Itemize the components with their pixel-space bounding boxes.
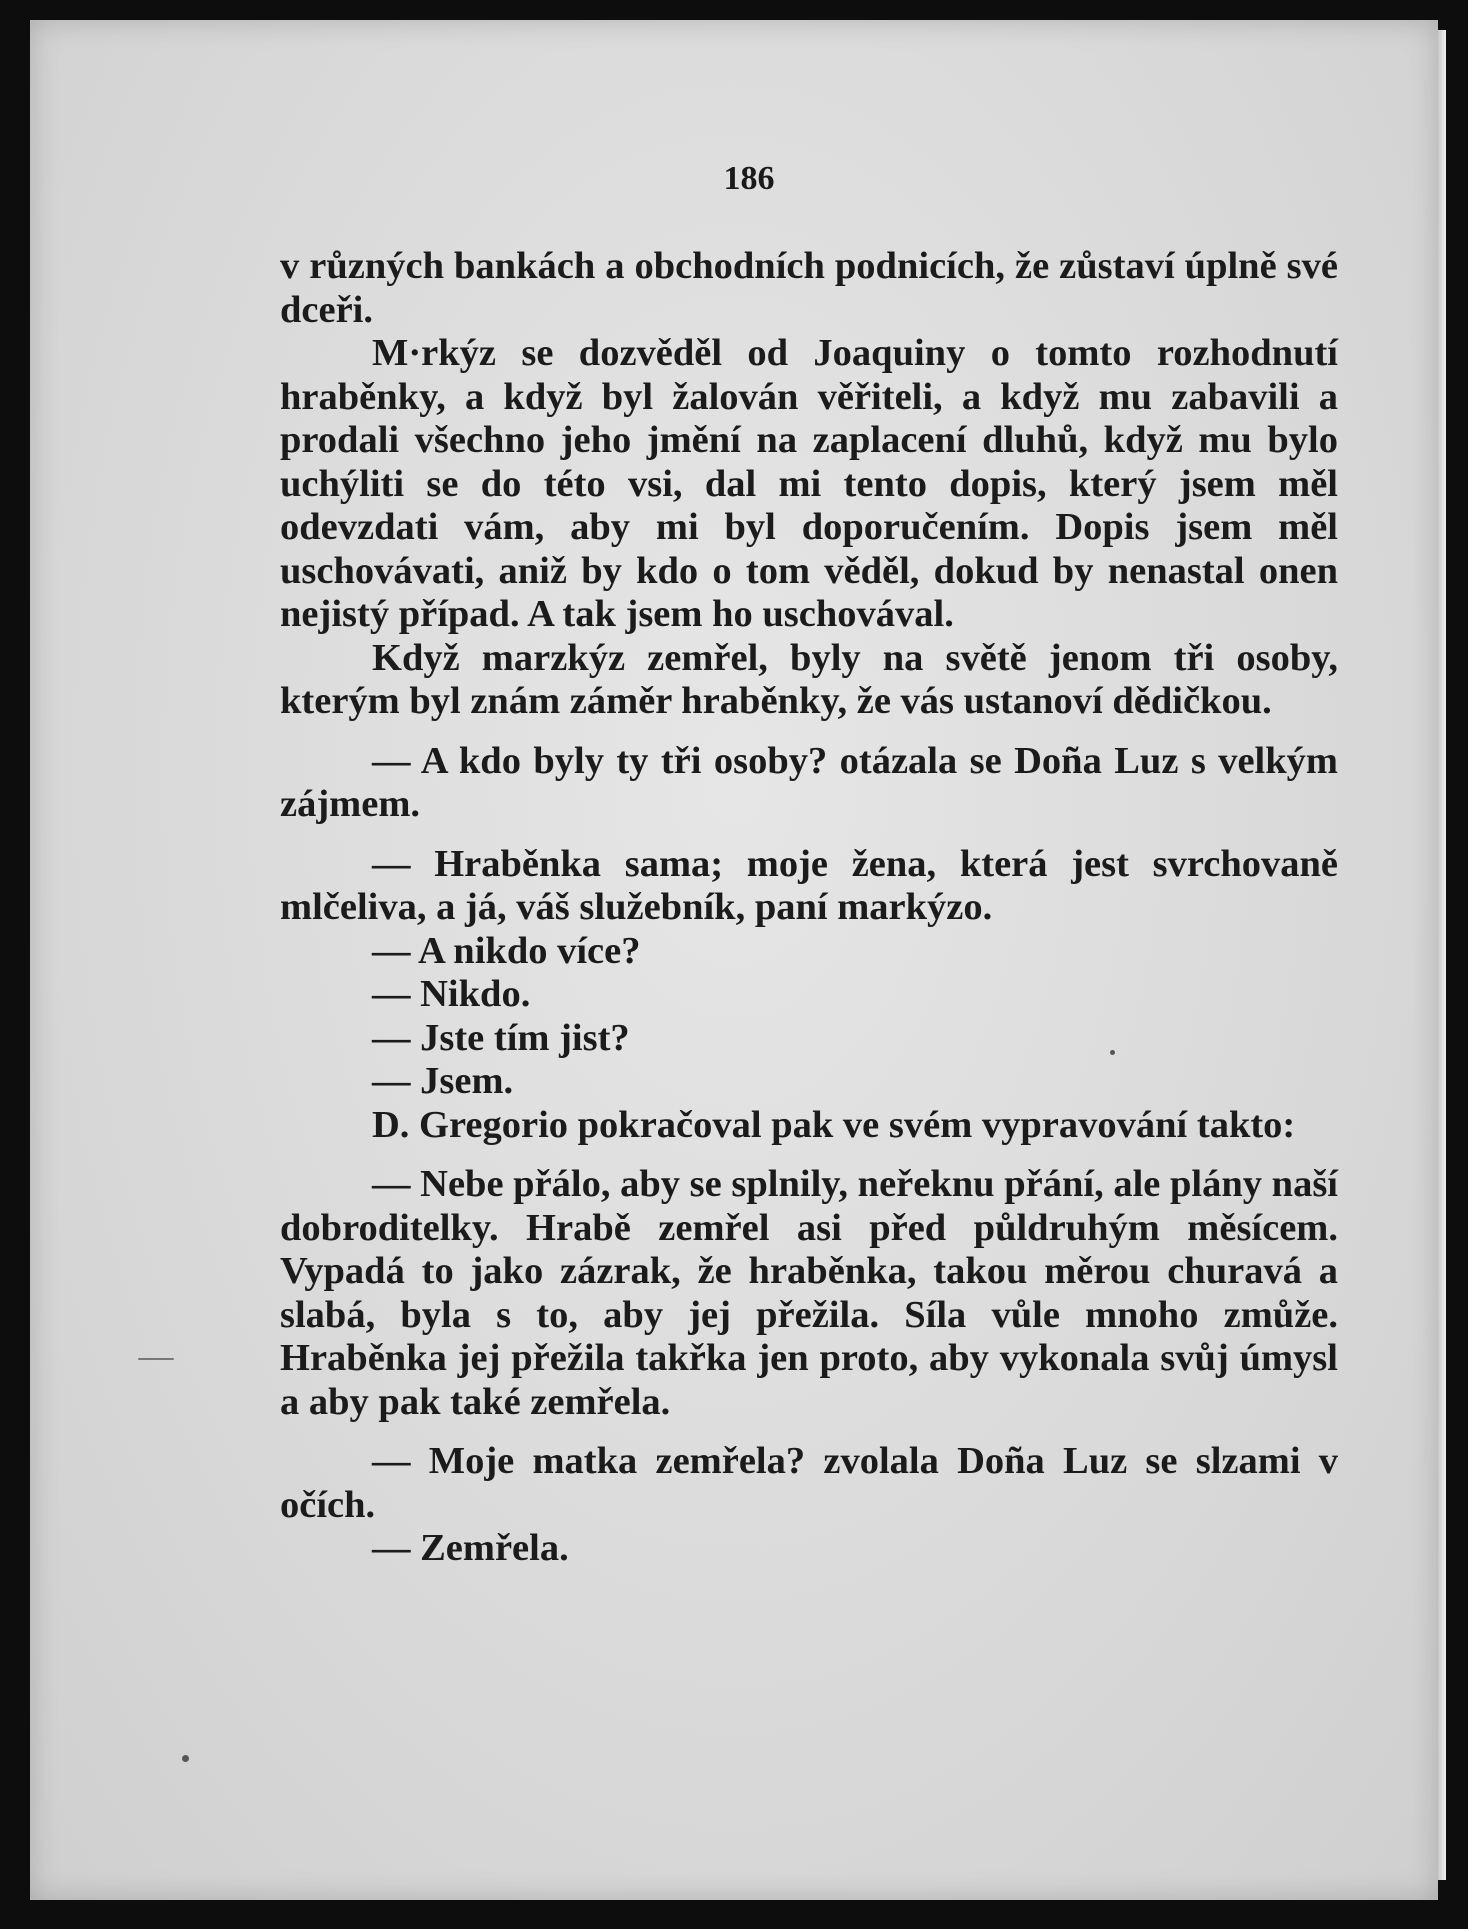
dialogue-line: — Jsem. bbox=[372, 1060, 514, 1102]
dialogue-line: — Hraběnka sama; moje žena, která jest svrchovaně mlčeliva, a já, váš služebník, paní markýzo. bbox=[280, 842, 1338, 928]
paragraph: M·rkýz se dozvěděl od Joaquiny o tomto rozhodnutí hraběnky, a když byl žalován věřiteli, a když mu zabavili a prodali všechno jeho jmění na zaplacení dluhů, když mu bylo uchýliti se do této vsi, dal mi tento dopis, který jsem měl odevzdati vám, aby mi byl doporučením. Dopis jsem měl uschovávati, aniž by kdo o tom věděl, dokud by nenastal onen nejistý případ. A tak jsem ho uschovával. bbox=[280, 332, 1338, 635]
paragraph: D. Gregorio pokračoval pak ve svém vypravování takto: bbox=[372, 1103, 1296, 1146]
book-page bbox=[30, 20, 1438, 1900]
page-edge bbox=[1438, 30, 1446, 1880]
paragraph: Když marzkýz zemřel, byly na světě jenom tři osoby, kterým byl znám záměr hraběnky, že vás ustanoví dědičkou. bbox=[280, 636, 1338, 722]
dialogue-line: — A kdo byly ty tři osoby? otázala se Doña Luz s velkým zájmem. bbox=[280, 739, 1338, 825]
scan-speck bbox=[1110, 1050, 1115, 1055]
dialogue-line: — Zemřela. bbox=[372, 1527, 569, 1569]
dialogue-line: — Nebe přálo, aby se splnily, neřeknu přání, ale plány naší dobroditelky. Hrabě zemřel asi před půldruhým měsícem. Vypadá to jako zázrak, že hraběnka, takou měrou churavá a slabá, byla s to, aby jej přežila. Síla vůle mnoho zmůže. Hraběnka jej přežila takřka jen proto, aby vykonala svůj úmysl a aby pak také zemřela. bbox=[280, 1163, 1338, 1423]
dialogue-line: — Jste tím jist? bbox=[372, 1016, 630, 1059]
scan-speck bbox=[138, 1358, 174, 1360]
page-body-text bbox=[280, 245, 1338, 1571]
paragraph: v různých bankách a obchodních podnicích, že zůstaví úplně své dceři. bbox=[280, 245, 1338, 331]
dialogue-line: — Nikdo. bbox=[372, 973, 531, 1015]
dialogue-line: — Moje matka zemřela? zvolala Doña Luz se slzami v očích. bbox=[280, 1440, 1338, 1526]
scan-speck bbox=[182, 1755, 189, 1762]
dialogue-line: — A nikdo více? bbox=[372, 929, 641, 972]
page-number: 186 bbox=[723, 160, 775, 197]
